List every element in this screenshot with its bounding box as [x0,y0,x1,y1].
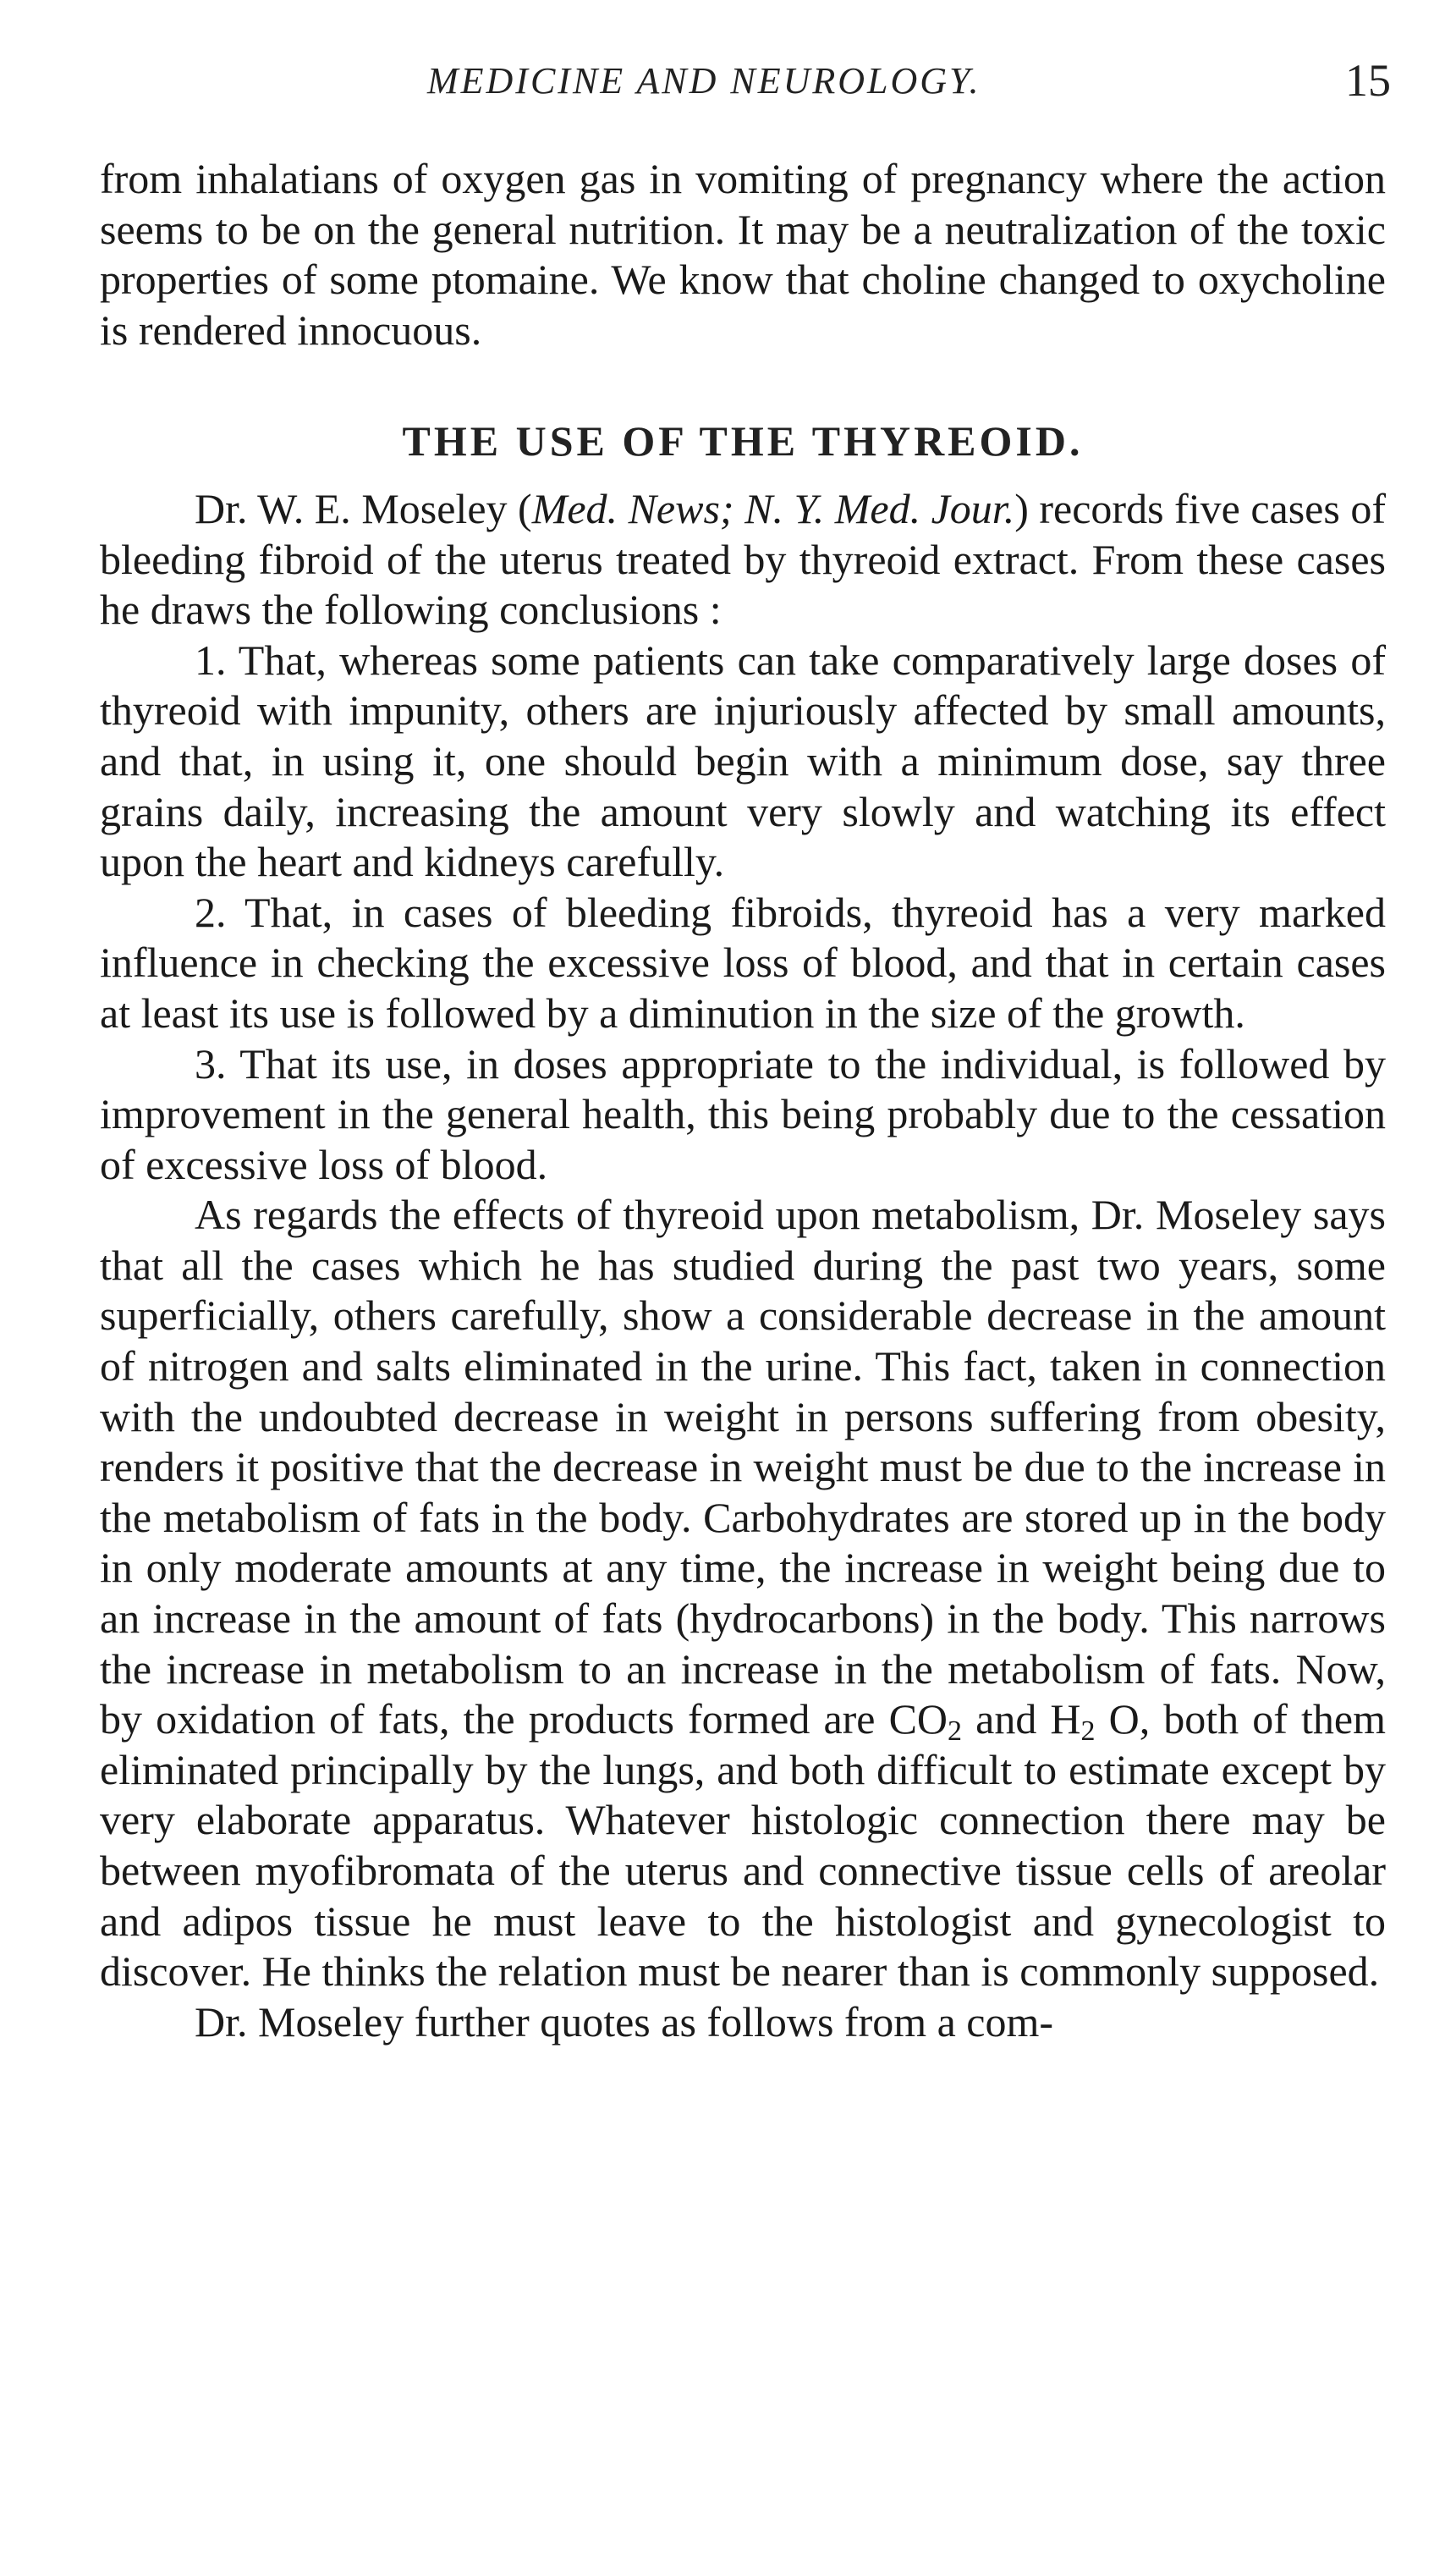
metabolism-part-3: O, both of them eliminated principally by the lungs, and both difficult to estimate except by very elaborate apparatus. Whatever histologic connection there may be between myofibromata of the uterus and connective tissue cells of areolar and adipos tissue he must leave to the histologist and gynecologist to discover. He thinks the relation must be nearer than is commonly supposed. [100,1695,1386,1996]
conclusion-2: 2. That, in cases of bleeding fibroids, thyreoid has a very marked influence in checking the excessive loss of blood, and that in certain cases at least its use is followed by a diminution in the size of the growth. [100,888,1386,1037]
metabolism-part-1: As regards the effects of thyreoid upon metabolism, Dr. Moseley says that all the cases which he has studied during the past two years, some superficially, others carefully, show a considerable decrease in the amount of nitrogen and salts eliminated in the urine. This fact, taken in connection with the undoubted decrease in weight in persons suffering from obesity, renders it positive that the decrease in weight must be due to the increase in the metabolism of fats in the body. Carbohydrates are stored up in the body in only moderate amounts at any time, the increase in weight being due to an increase in the amount of fats (hydrocarbons) in the body. This narrows the increase in metabolism to an increase in the metabolism of fats. Now, by oxidation of fats, the products formed are CO [100,1191,1386,1743]
conclusion-1: 1. That, whereas some patients can take comparatively large doses of thyreoid with impunity, others are injuriously affected by small amounts, and that, in using it, one should begin with a minimum dose, say three grains daily, increasing the amount very slowly and watching its effect upon the heart and kidneys carefully. [100,636,1386,886]
lead-before: Dr. W. E. Moseley ( [195,484,532,532]
metabolism-part-2: and H [962,1695,1081,1743]
closing-line: Dr. Moseley further quotes as follows from a com- [195,1997,1054,2046]
section-title: THE USE OF THE THYREOID. [402,417,1084,465]
page-number: 15 [1345,55,1391,106]
conclusion-3: 3. That its use, in doses appropriate to the individual, is followed by improvement in the general health, this being probably due to the cessation of excessive loss of blood. [100,1039,1386,1188]
citation: Med. News; N. Y. Med. Jour. [531,484,1015,532]
lead-paragraph [100,484,1386,636]
intro-paragraph: from inhalatians of oxygen gas in vomiting of pregnancy where the action seems to be on the general nutrition. It may be a neutralization of the toxic properties of some ptomaine. We know that choline changed to oxycholine is rendered innocuous. [100,155,1386,354]
co2-subscript: 2 [948,1715,963,1748]
body-text [100,154,1386,2047]
running-head [0,55,1456,127]
h2o-subscript: 2 [1080,1715,1096,1748]
lead-after: ) records five cases of bleeding fibroid of the uterus treated by thyreoid extract. From these cases he draws the following conclusions : [100,484,1386,634]
running-title: MEDICINE AND NEUROLOGY. [427,60,981,102]
metabolism-paragraph [100,1190,1386,1997]
